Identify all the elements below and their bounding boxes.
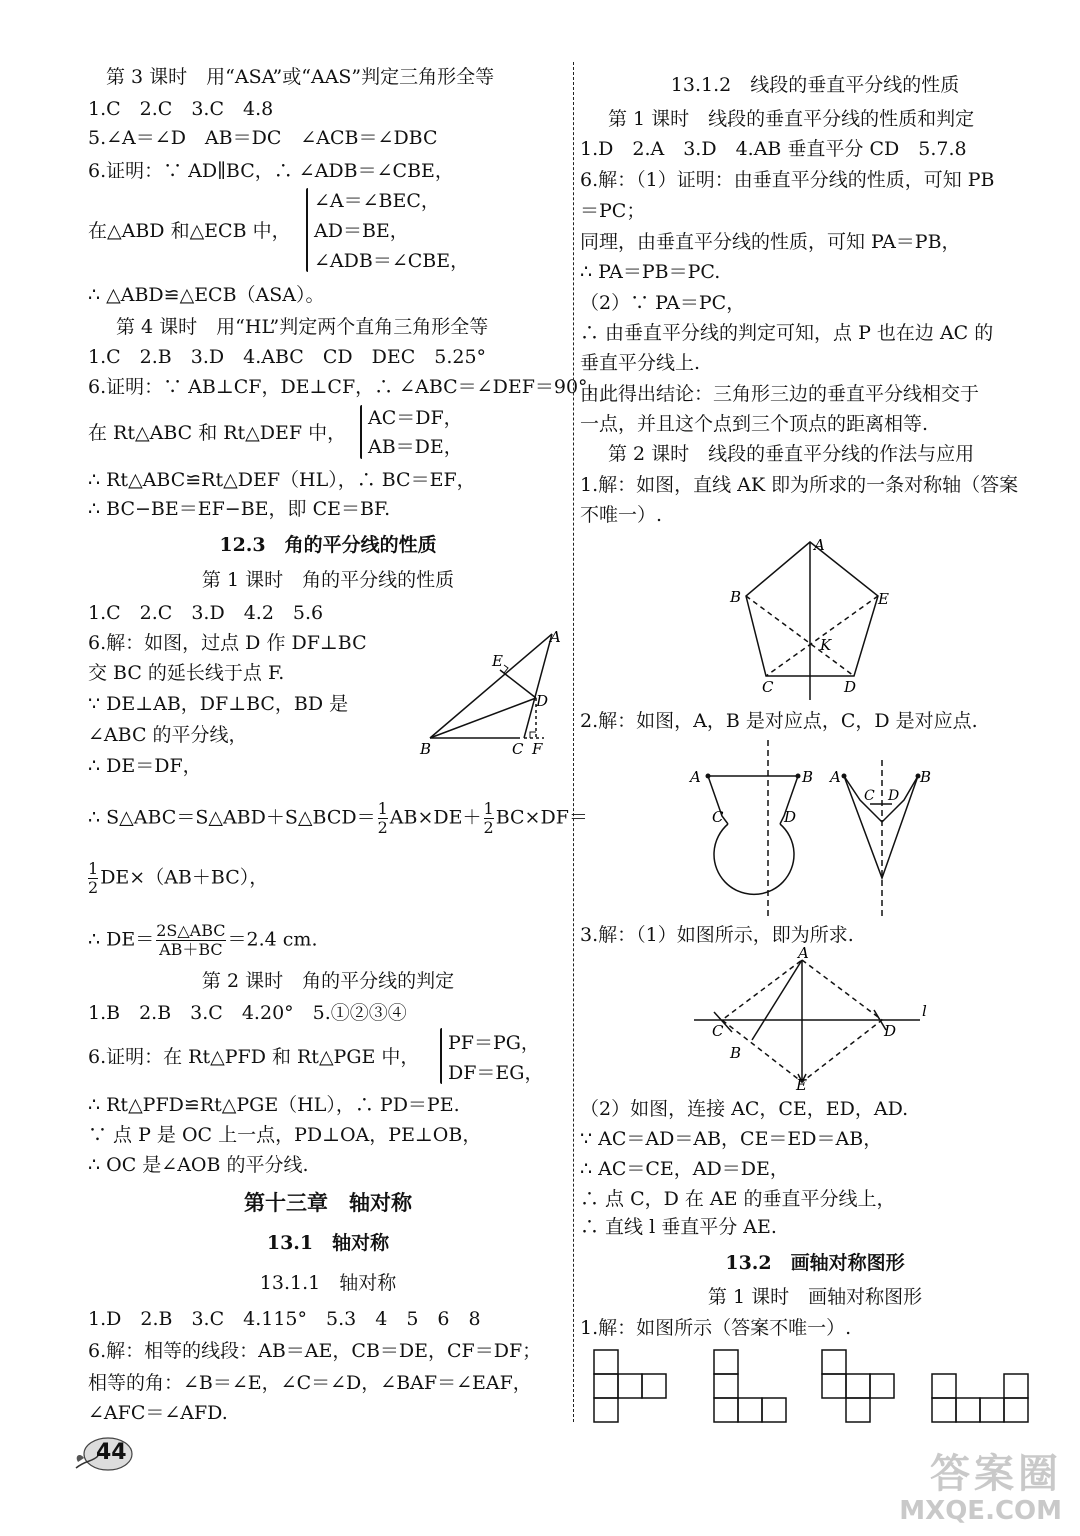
point-label: E — [796, 1076, 807, 1094]
point-label: B — [730, 588, 742, 606]
point-label: C — [712, 1022, 724, 1040]
lesson-title: 第 1 课时 线段的垂直平分线的性质和判定 — [608, 108, 975, 130]
answer-line: 1.C 2.C 3.C 4.8 — [88, 98, 274, 120]
point-label: B — [920, 768, 932, 786]
point-label: C — [512, 740, 524, 758]
v-shape-figure — [830, 760, 940, 920]
answer-line: （2）∵ PA＝PC， — [580, 292, 746, 314]
point-label: C — [762, 678, 774, 696]
lesson-title: 第 1 课时 画轴对称图形 — [707, 1286, 923, 1308]
brace-item: AC＝DF， — [368, 407, 463, 429]
answer-line: 5.∠A＝∠D AB＝DC ∠ACB＝∠DBC — [88, 127, 438, 149]
answer-line: 6.解：（1）证明：由垂直平分线的性质，可知 PB — [580, 169, 995, 191]
lesson-title: 第 3 课时 用“ASA”或“AAS”判定三角形全等 — [106, 66, 495, 88]
point-label: D — [784, 808, 797, 826]
lesson-title: 第 4 课时 用“HL”判定两个直角三角形全等 — [116, 316, 489, 338]
point-label: A — [830, 768, 841, 786]
pentagon-figure — [728, 530, 898, 700]
answer-line: 在△ABD 和△ECB 中， — [88, 220, 291, 242]
point-label: K — [820, 636, 832, 654]
point-label: F — [532, 740, 543, 758]
answer-line: ∴ 由垂直平分线的判定可知，点 P 也在边 AC 的 — [580, 322, 994, 344]
answer-line: ∴ 点 C，D 在 AE 的垂直平分线上， — [580, 1188, 896, 1210]
answer-line: 1.C 2.C 3.D 4.2 5.6 — [88, 602, 324, 624]
brace — [440, 1028, 442, 1084]
page-number: 44 — [96, 1440, 127, 1465]
answer-line: 1.C 2.B 3.D 4.ABC CD DEC 5.25° — [88, 346, 487, 368]
lesson-title: 第 2 课时 线段的垂直平分线的作法与应用 — [608, 443, 975, 465]
answer-line: 1.B 2.B 3.C 4.20° 5.①②③④ — [88, 1002, 407, 1024]
brace-item: ∠ADB＝∠CBE， — [314, 250, 470, 272]
brace-item: ∠A＝∠BEC， — [314, 190, 440, 212]
point-label: D — [888, 788, 900, 804]
brace-item: AD＝BE， — [314, 220, 409, 242]
answer-line: ∵ AC＝AD＝AB，CE＝ED＝AB， — [580, 1128, 883, 1150]
brace-item: DF＝EG， — [448, 1062, 544, 1084]
lesson-title: 第 1 课时 角的平分线的性质 — [201, 569, 455, 591]
answer-line: ＝PC； — [580, 200, 646, 222]
answer-line: 一点，并且这个点到三个顶点的距离相等. — [580, 413, 929, 435]
answer-line: 由此得出结论：三角形三边的垂直平分线相交于 — [580, 383, 980, 405]
answer-line: 3.解：（1）如图所示，即为所求. — [580, 924, 854, 946]
watermark-url: MXQE.COM — [899, 1496, 1062, 1526]
answer-line: ∴ PA＝PB＝PC. — [580, 261, 721, 283]
answer-line: 交 BC 的延长线于点 F. — [88, 662, 285, 684]
answer-line: ∴ Rt△ABC≌Rt△DEF（HL），∴ BC＝EF， — [88, 469, 476, 491]
subsection-heading: 13.1.1 轴对称 — [259, 1272, 397, 1294]
point-label: B — [420, 740, 432, 758]
point-label: A — [814, 536, 825, 554]
point-label: D — [884, 1022, 897, 1040]
answer-line: ∵ DE⊥AB，DF⊥BC，BD 是 — [88, 693, 349, 715]
answer-line: 不唯一）. — [580, 504, 663, 526]
answer-line: ∠AFC＝∠AFD. — [88, 1402, 228, 1424]
answer-line: 2.解：如图，A，B 是对应点，C，D 是对应点. — [580, 710, 978, 732]
brace-item: PF＝PG， — [448, 1032, 540, 1054]
point-label: E — [492, 652, 503, 670]
answer-line: ∵ 点 P 是 OC 上一点，PD⊥OA，PE⊥OB， — [88, 1124, 482, 1146]
formula-line: ∴ DE＝ 2S△ABC AB＋BC ＝2.4 cm. — [88, 921, 318, 959]
answer-line: ∴ Rt△PFD≌Rt△PGE（HL），∴ PD＝PE. — [88, 1094, 460, 1116]
point-label: A — [798, 944, 809, 962]
answer-line: 1.解：如图，直线 AK 即为所求的一条对称轴（答案 — [580, 474, 1019, 496]
point-label: C — [864, 788, 875, 804]
answer-line: ∴ AC＝CE，AD＝DE， — [580, 1158, 789, 1180]
point-label: A — [690, 768, 701, 786]
answer-line: 相等的角：∠B＝∠E，∠C＝∠D，∠BAF＝∠EAF， — [88, 1372, 532, 1394]
point-label: B — [730, 1044, 742, 1062]
formula-line: ∴ S△ABC＝S△ABD＋S△BCD＝ $\frac{1}{2}$ AB×DE＋ $\frac{1}{2}$ BC×DF＝ — [88, 799, 588, 837]
angle-bisector-figure — [420, 626, 570, 756]
answer-line: 6.证明：在 Rt△PFD 和 Rt△PGE 中， — [88, 1046, 420, 1068]
brace — [360, 405, 362, 459]
section-heading: 13.1 轴对称 — [266, 1232, 390, 1254]
answer-line: 同理，由垂直平分线的性质，可知 PA＝PB， — [580, 231, 961, 253]
point-label: B — [802, 768, 814, 786]
page-number-badge — [72, 1432, 136, 1476]
section-heading: 12.3 角的平分线的性质 — [219, 534, 437, 556]
point-label: C — [712, 808, 724, 826]
answer-line: 6.证明：∵ AD∥BC，∴ ∠ADB＝∠CBE， — [88, 160, 454, 182]
chapter-title: 第十三章 轴对称 — [244, 1190, 412, 1215]
answer-line: ∴ OC 是∠AOB 的平分线. — [88, 1154, 309, 1176]
answer-line: ∴ BC−BE＝EF−BE，即 CE＝BF. — [88, 498, 391, 520]
answer-line: ∴ DE＝DF， — [88, 755, 202, 777]
answer-line: （2）如图，连接 AC，CE，ED，AD. — [580, 1098, 909, 1120]
point-label: E — [878, 590, 889, 608]
point-label: D — [536, 692, 549, 710]
answer-line: ∴ △ABD≌△ECB（ASA）。 — [88, 284, 325, 306]
watermark — [899, 1452, 1062, 1526]
vase-figure — [688, 740, 828, 920]
answer-line: 6.解：相等的线段：AB＝AE，CB＝DE，CF＝DF； — [88, 1340, 542, 1362]
answer-line: ∠ABC 的平分线， — [88, 724, 248, 746]
answer-line: 在 Rt△ABC 和 Rt△DEF 中， — [88, 422, 347, 444]
lesson-title: 第 2 课时 角的平分线的判定 — [201, 970, 455, 992]
brace — [306, 188, 308, 272]
point-label: l — [922, 1002, 927, 1020]
symmetric-squares-figure — [594, 1346, 1034, 1424]
formula-line: $\frac{1}{2}$ DE×（AB＋BC）， — [88, 859, 269, 897]
watermark-logo-text: 答案圈 — [930, 1451, 1062, 1497]
answer-line: 6.证明：∵ AB⊥CF，DE⊥CF，∴ ∠ABC＝∠DEF＝90°. — [88, 376, 594, 398]
section-heading: 13.2 画轴对称图形 — [725, 1252, 905, 1274]
brace-item: AB＝DE， — [368, 436, 463, 458]
answer-line: 1.D 2.B 3.C 4.115° 5.3 4 5 6 8 — [88, 1308, 481, 1330]
kite-figure — [690, 944, 940, 1094]
answer-line: 1.D 2.A 3.D 4.AB 垂直平分 CD 5.7.8 — [580, 138, 967, 160]
answer-line: ∴ 直线 l 垂直平分 AE. — [580, 1216, 777, 1238]
answer-line: 垂直平分线上. — [580, 352, 701, 374]
answer-line: 6.解：如图，过点 D 作 DF⊥BC — [88, 632, 367, 654]
point-label: D — [844, 678, 857, 696]
subsection-heading: 13.1.2 线段的垂直平分线的性质 — [670, 74, 960, 96]
point-label: A — [550, 628, 561, 646]
column-divider — [573, 62, 574, 1422]
answer-line: 1.解：如图所示（答案不唯一）. — [580, 1317, 852, 1339]
